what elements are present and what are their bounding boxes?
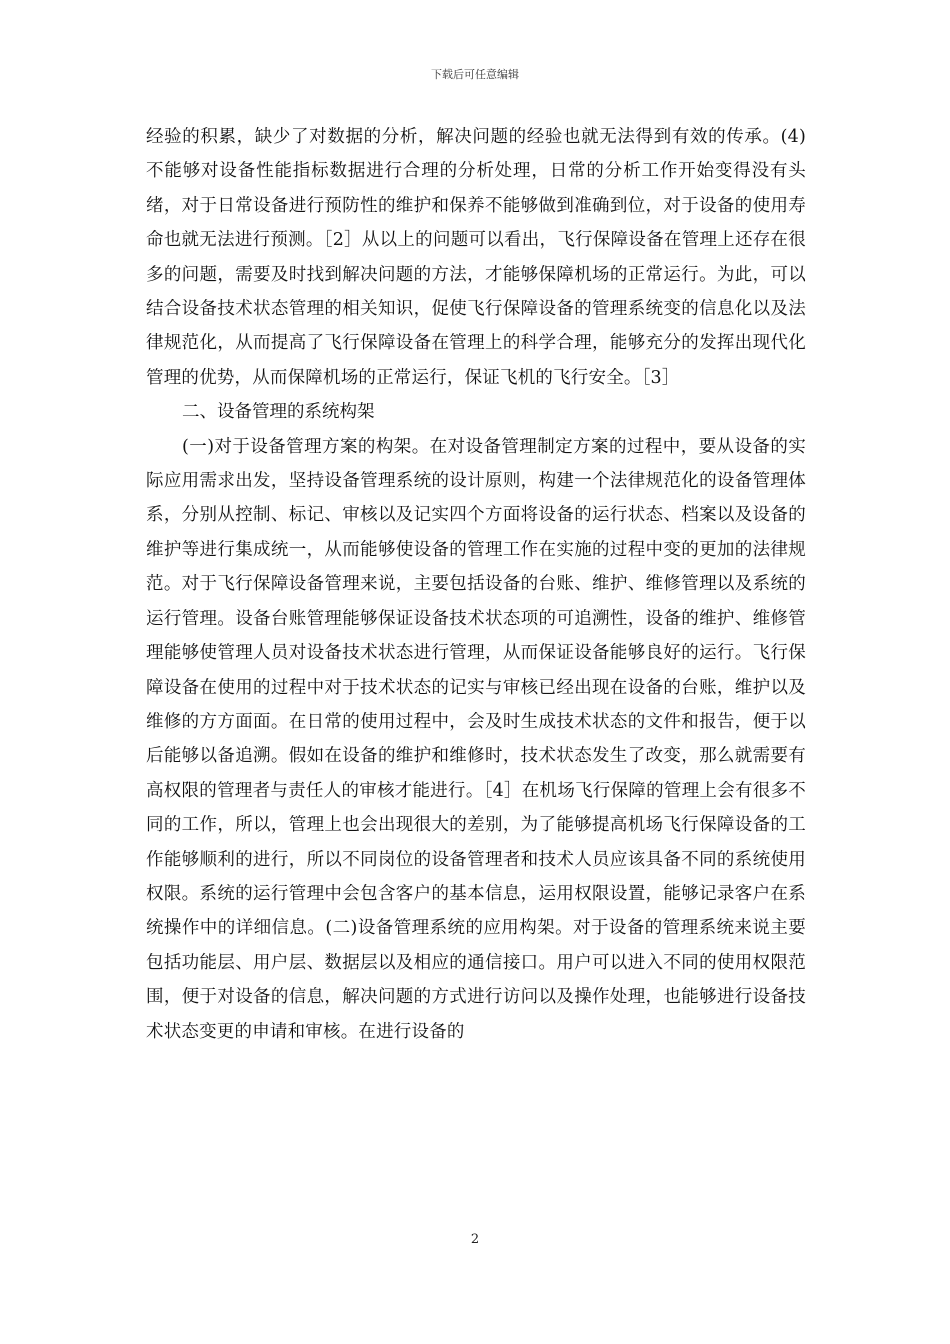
- paragraph-1: 经验的积累，缺少了对数据的分析，解决问题的经验也就无法得到有效的传承。(4)不能够对设备性能指标数据进行合理的分析处理，日常的分析工作开始变得没有头绪，对于日常设备进行预防性的维护和保养不能够做到准确到位，对于设备的使用寿命也就无法进行预测。［2］从以上的问题可以看出，飞行保障设备在管理上还存在很多的问题，需要及时找到解决问题的方法，才能够保障机场的正常运行。为此，可以结合设备技术状态管理的相关知识，促使飞行保障设备的管理系统变的信息化以及法律规范化，从而提高了飞行保障设备在管理上的科学合理，能够充分的发挥出现代化管理的优势，从而保障机场的正常运行，保证飞机的飞行安全。［3］: [146, 127, 806, 388]
- section-heading: 二、设备管理的系统构架: [182, 402, 375, 423]
- document-body: [146, 120, 806, 1049]
- page-number: 2: [470, 1232, 480, 1247]
- paragraph-2: (一)对于设备管理方案的构架。在对设备管理制定方案的过程中，要从设备的实际应用需求出发，坚持设备管理系统的设计原则，构建一个法律规范化的设备管理体系，分别从控制、标记、审核以及记实四个方面将设备的运行状态、档案以及设备的维护等进行集成统一，从而能够使设备的管理工作在实施的过程中变的更加的法律规范。对于飞行保障设备管理来说，主要包括设备的台账、维护、维修管理以及系统的运行管理。设备台账管理能够保证设备技术状态项的可追溯性，设备的维护、维修管理能够使管理人员对设备技术状态进行管理，从而保证设备能够良好的运行。飞行保障设备在使用的过程中对于技术状态的记实与审核已经出现在设备的台账，维护以及维修的方方面面。在日常的使用过程中，会及时生成技术状态的文件和报告，便于以后能够以备追溯。假如在设备的维护和维修时，技术状态发生了改变，那么就需要有高权限的管理者与责任人的审核才能进行。［4］在机场飞行保障的管理上会有很多不同的工作，所以，管理上也会出现很大的差别，为了能够提高机场飞行保障设备的工作能够顺利的进行，所以不同岗位的设备管理者和技术人员应该具备不同的系统使用权限。系统的运行管理中会包含客户的基本信息，运用权限设置，能够记录客户在系统操作中的详细信息。(二)设备管理系统的应用构架。对于设备的管理系统来说主要包括功能层、用户层、数据层以及相应的通信接口。用户可以进入不同的使用权限范围，便于对设备的信息，解决问题的方式进行访问以及操作处理，也能够进行设备技术状态变更的申请和审核。在进行设备的: [146, 436, 806, 1042]
- page-header: 下载后可任意编辑: [431, 68, 519, 81]
